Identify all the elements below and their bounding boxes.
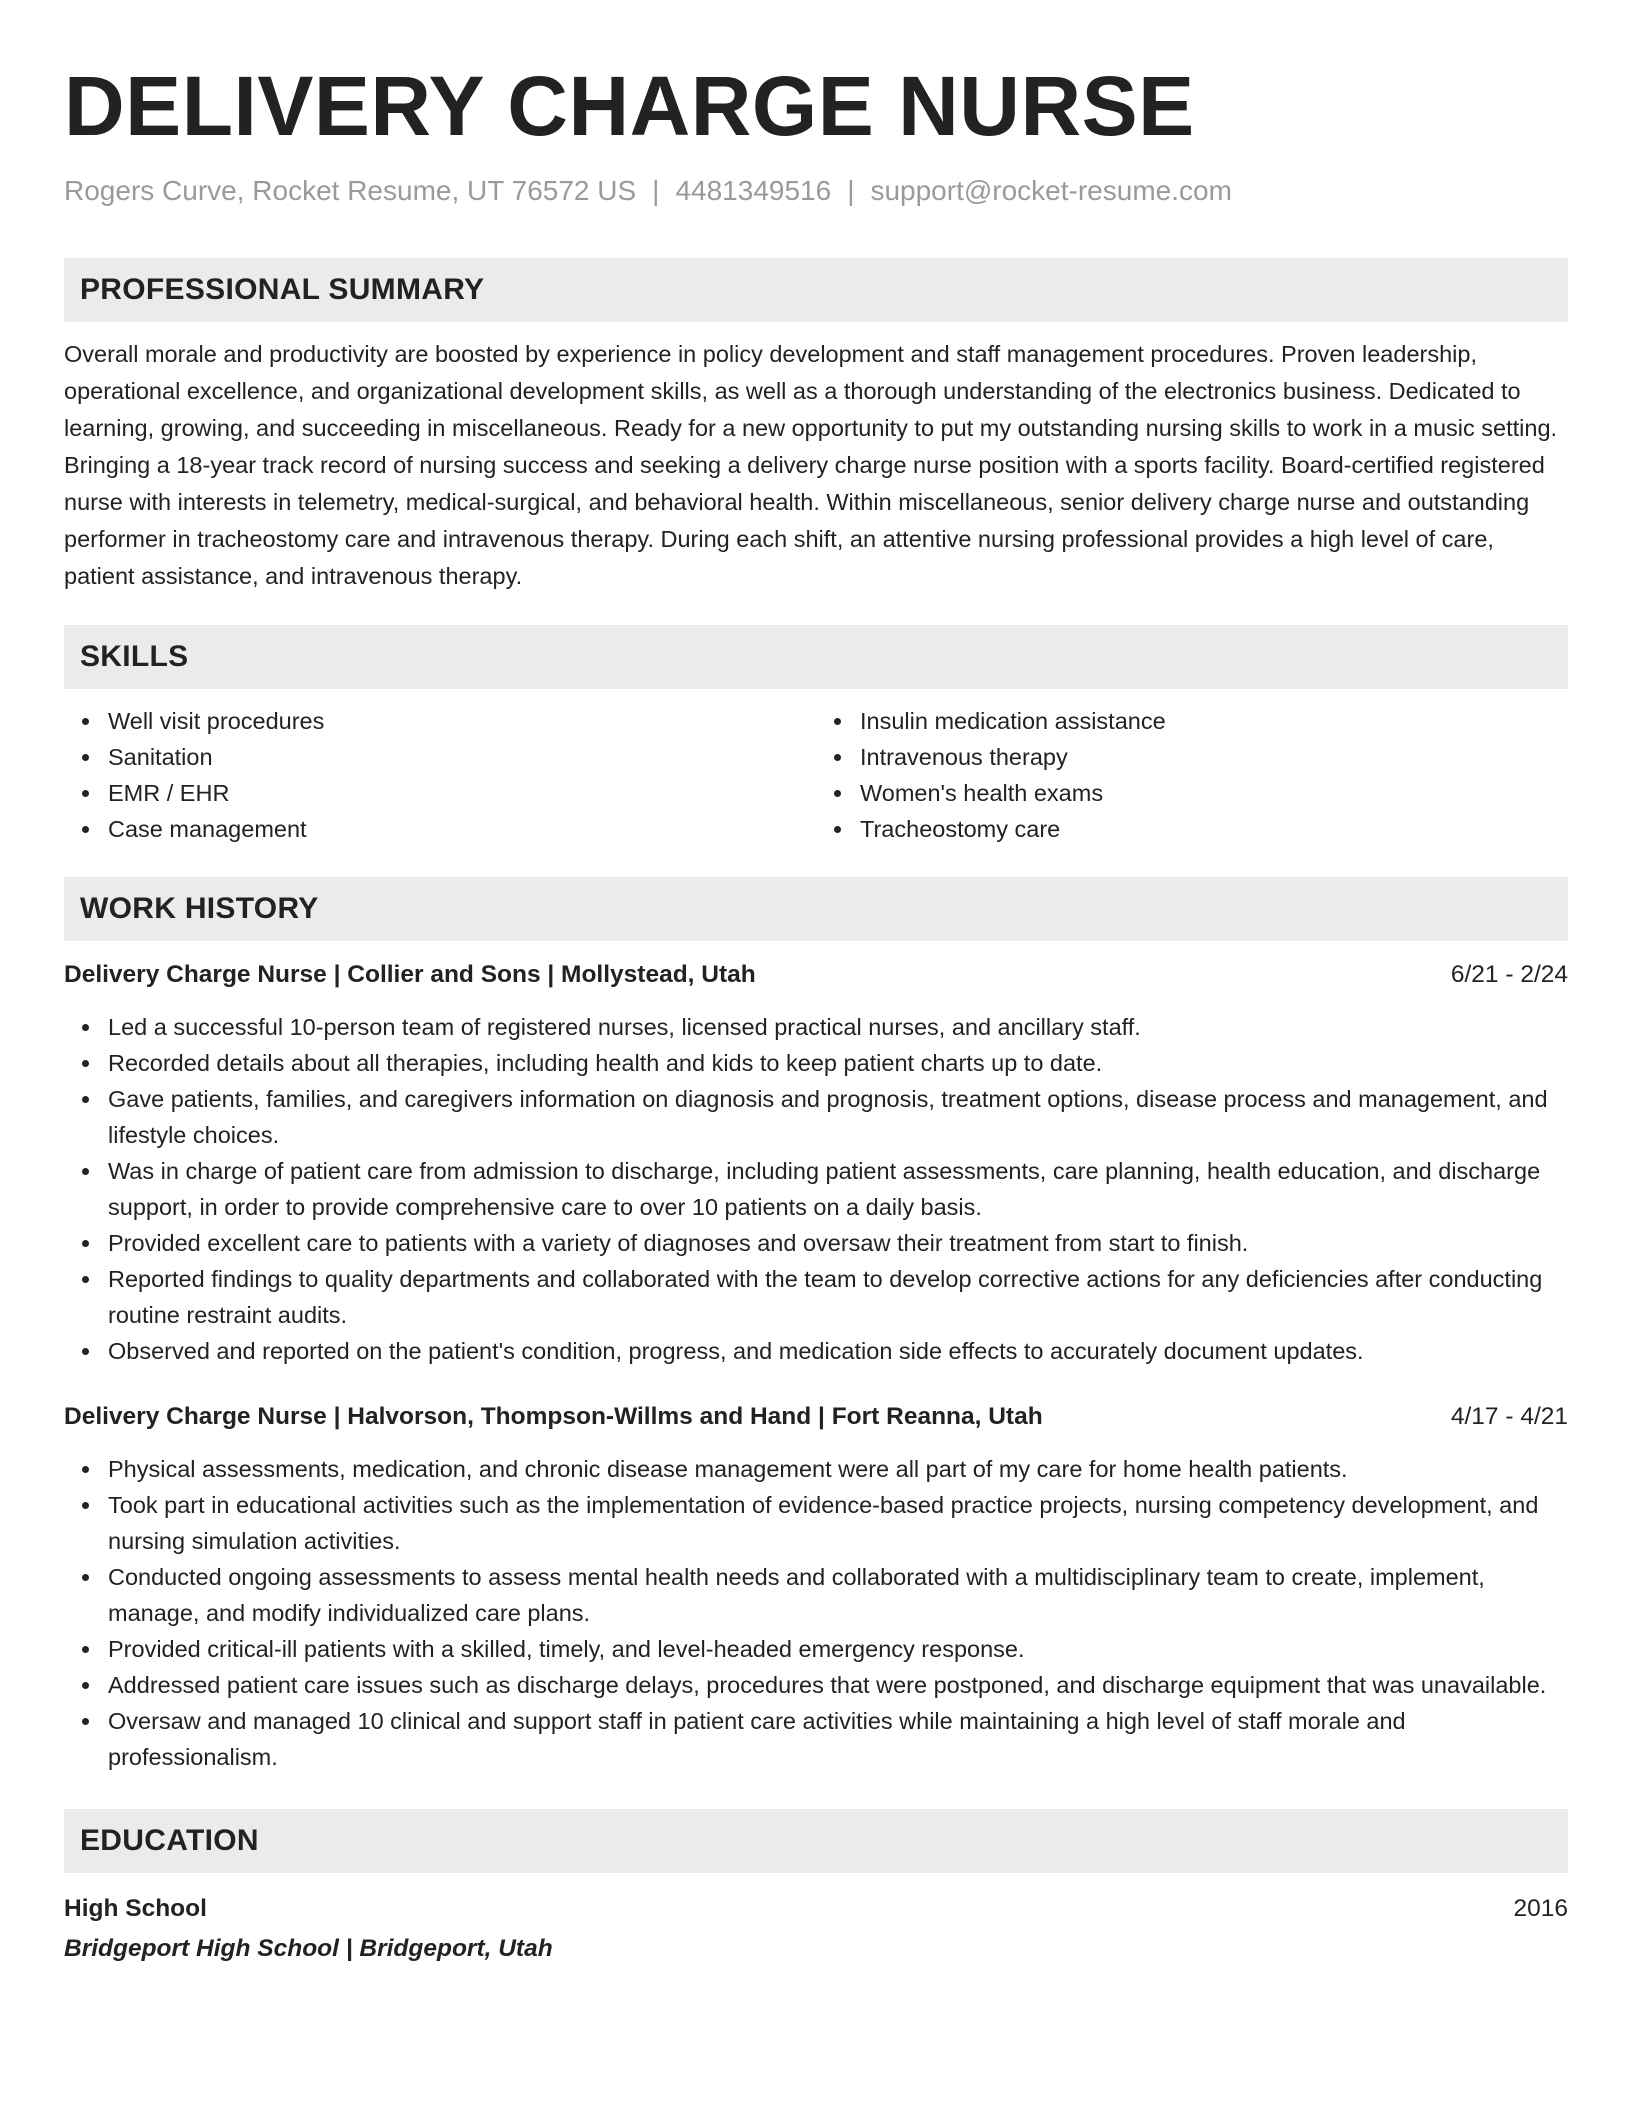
education-heading-row (64, 1891, 1568, 1927)
job-bullet: Took part in educational activities such as the implementation of evidence-based practice projects, nursing competency development, and nursing simulation activities. (108, 1487, 1568, 1559)
job-bullet: Oversaw and managed 10 clinical and support staff in patient care activities while maintaining a high level of staff morale and professionalism. (108, 1703, 1568, 1775)
candidate-name: DELIVERY CHARGE NURSE (64, 59, 1195, 153)
job-heading-row (64, 1399, 1568, 1435)
skill-item: Sanitation (108, 739, 816, 775)
skill-item: EMR / EHR (108, 775, 816, 811)
contact-email: support@rocket-resume.com (870, 175, 1232, 206)
education-school: Bridgeport High School | Bridgeport, Utah (64, 1934, 553, 1962)
job-bullet: Provided critical-ill patients with a skilled, timely, and level-headed emergency response. (108, 1631, 1568, 1667)
job-bullet: Provided excellent care to patients with a variety of diagnoses and oversaw their treatment from start to finish. (108, 1225, 1568, 1261)
education-entry (64, 1891, 1568, 1967)
contact-separator: | (847, 175, 855, 206)
contact-address: Rogers Curve, Rocket Resume, UT 76572 US (64, 175, 637, 206)
skill-item: Tracheostomy care (860, 811, 1568, 847)
job-bullet: Gave patients, families, and caregivers information on diagnosis and prognosis, treatment options, disease process and management, and lifestyle choices. (108, 1081, 1568, 1153)
job-dates: 6/21 - 2/24 (1450, 960, 1568, 988)
job-entry (64, 957, 1568, 1369)
contact-line (64, 174, 1568, 208)
contact-phone: 4481349516 (675, 175, 832, 206)
skills-grid (64, 703, 1568, 847)
job-bullet: Observed and reported on the patient's condition, progress, and medication side effects to accurately document updates. (108, 1333, 1568, 1369)
job-heading-row (64, 957, 1568, 993)
contact-separator: | (652, 175, 660, 206)
summary-text: Overall morale and productivity are boosted by experience in policy development and staff management procedures. Proven leadership, operational excellence, and organizational development skills, as well as a thorough understanding of the electronics business. Dedicated to learning, growing, and succeeding in miscellaneous. Ready for a new opportunity to put my outstanding nursing skills to work in a music setting. Bringing a 18-year track record of nursing success and seeking a delivery charge nurse position with a sports facility. Board-certified registered nurse with interests in telemetry, medical-surgical, and behavioral health. Within miscellaneous, senior delivery charge nurse and outstanding performer in tracheostomy care and intravenous therapy. During each shift, an attentive nursing professional provides a high level of care, patient assistance, and intravenous therapy. (64, 340, 1558, 589)
education-year: 2016 (1513, 1894, 1568, 1922)
skill-item: Women's health exams (860, 775, 1568, 811)
skill-item: Insulin medication assistance (860, 703, 1568, 739)
skill-item: Case management (108, 811, 816, 847)
skills-column-right (816, 703, 1568, 847)
job-bullet: Conducted ongoing assessments to assess mental health needs and collaborated with a multidisciplinary team to create, implement, manage, and modify individualized care plans. (108, 1559, 1568, 1631)
section-header-skills: SKILLS (64, 625, 1568, 689)
skills-column-left (64, 703, 816, 847)
job-heading: Delivery Charge Nurse | Halvorson, Thompson-Willms and Hand | Fort Reanna, Utah (64, 1402, 1043, 1430)
job-bullet: Was in charge of patient care from admission to discharge, including patient assessments, care planning, health education, and discharge support, in order to provide comprehensive care to over 10 patients on a daily basis. (108, 1153, 1568, 1225)
job-bullets (64, 1009, 1568, 1369)
skill-item: Well visit procedures (108, 703, 816, 739)
job-bullet: Recorded details about all therapies, including health and kids to keep patient charts up to date. (108, 1045, 1568, 1081)
section-header-education: EDUCATION (64, 1809, 1568, 1873)
job-entry (64, 1399, 1568, 1775)
section-header-work-history: WORK HISTORY (64, 877, 1568, 941)
job-bullets (64, 1451, 1568, 1775)
job-dates: 4/17 - 4/21 (1450, 1402, 1568, 1430)
job-heading: Delivery Charge Nurse | Collier and Sons | Mollystead, Utah (64, 960, 756, 988)
job-bullet: Addressed patient care issues such as discharge delays, procedures that were postponed, and discharge equipment that was unavailable. (108, 1667, 1568, 1703)
job-bullet: Led a successful 10-person team of registered nurses, licensed practical nurses, and ancillary staff. (108, 1009, 1568, 1045)
education-degree: High School (64, 1894, 207, 1922)
job-bullet: Physical assessments, medication, and chronic disease management were all part of my care for home health patients. (108, 1451, 1568, 1487)
job-bullet: Reported findings to quality departments and collaborated with the team to develop corrective actions for any deficiencies after conducting routine restraint audits. (108, 1261, 1568, 1333)
section-header-summary: PROFESSIONAL SUMMARY (64, 258, 1568, 322)
skill-item: Intravenous therapy (860, 739, 1568, 775)
